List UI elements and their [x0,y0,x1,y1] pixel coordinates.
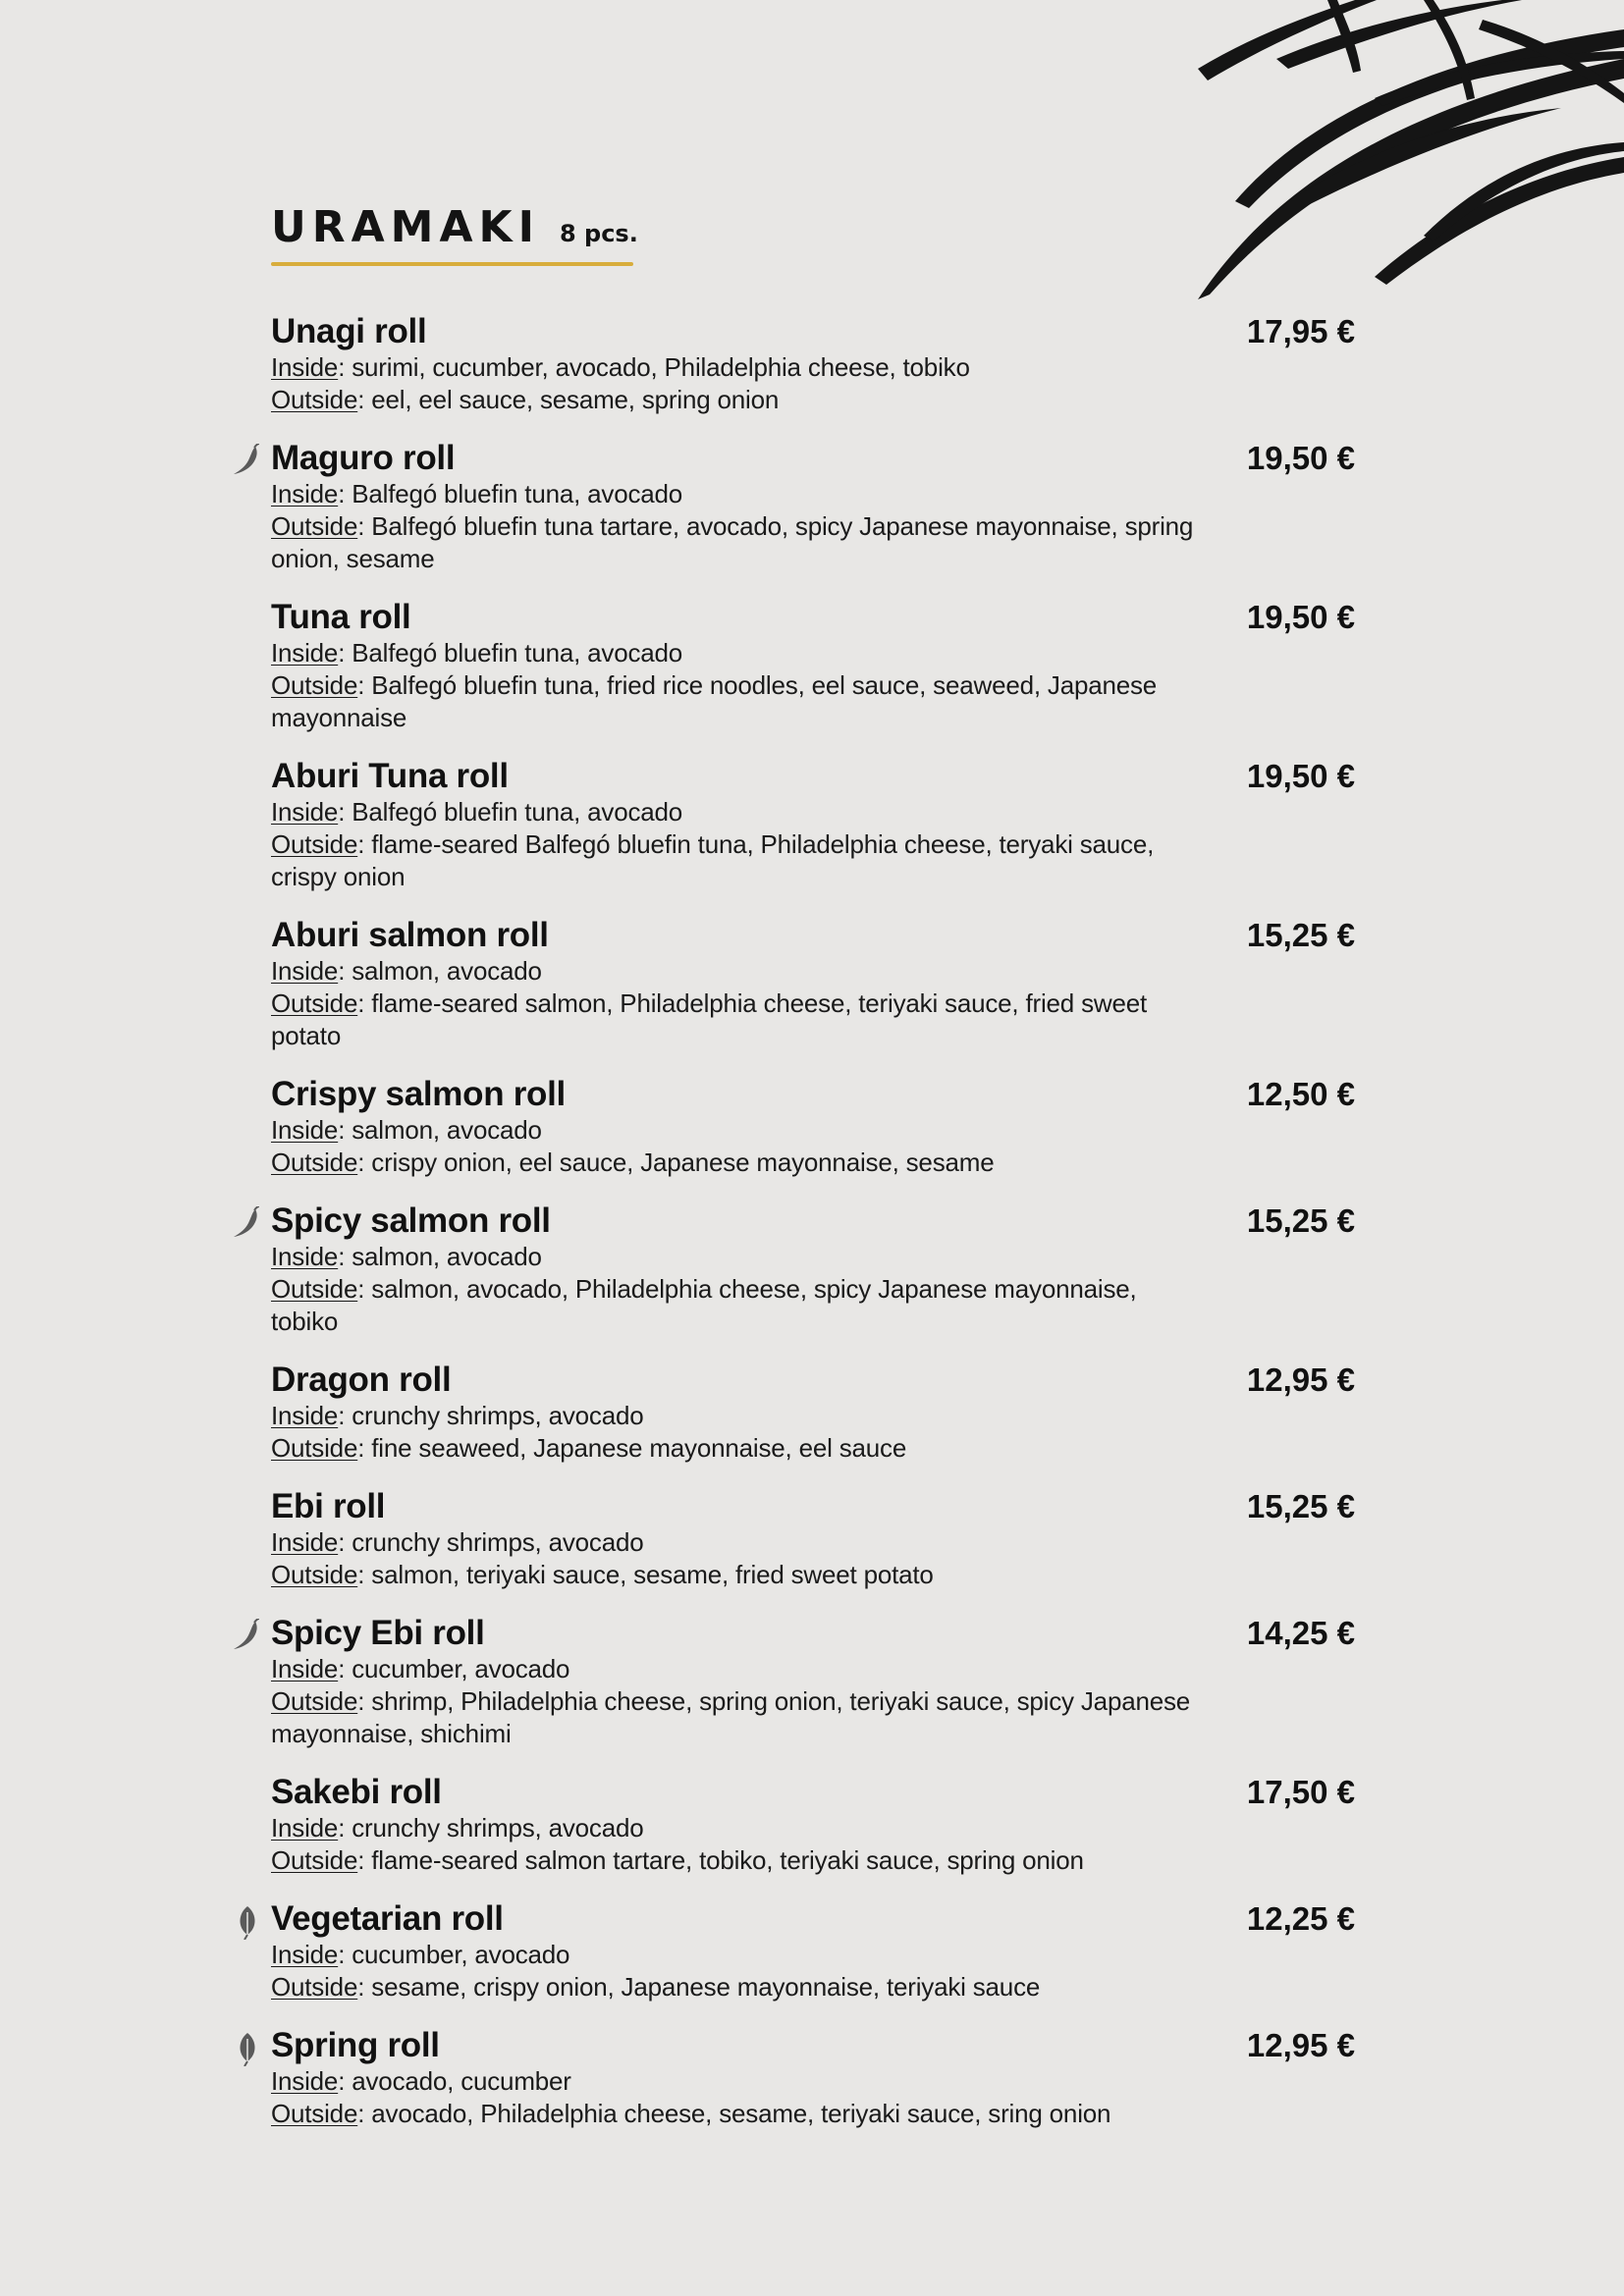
label-separator: : [338,797,352,827]
outside-ingredients: crispy onion, eel sauce, Japanese mayonnaise, sesame [371,1148,995,1177]
outside-ingredients: fine seaweed, Japanese mayonnaise, eel sauce [371,1433,907,1463]
item-inside [271,1653,1194,1685]
label-separator: : [338,1940,352,1969]
label-separator: : [357,1972,372,2002]
item-name: Vegetarian roll [271,1899,504,1938]
item-price: 12,25 € [1246,1900,1355,1937]
inside-label: Inside [271,956,339,986]
outside-ingredients: flame-seared salmon, Philadelphia cheese, teriyaki sauce, fried sweet potato [271,988,1148,1050]
inside-ingredients: cucumber, avocado [352,1654,570,1683]
label-separator: : [338,1242,352,1271]
item-inside [271,1400,1194,1432]
pieces-count: 8 pcs. [559,220,638,247]
item-price: 12,95 € [1246,2027,1355,2063]
inside-ingredients: surimi, cucumber, avocado, Philadelphia cheese, tobiko [352,352,970,382]
menu-item [271,1773,1355,1877]
outside-ingredients: salmon, teriyaki sauce, sesame, fried sweet potato [371,1560,934,1589]
item-price: 17,95 € [1246,313,1355,349]
inside-ingredients: salmon, avocado [352,1115,542,1145]
inside-ingredients: salmon, avocado [352,1242,542,1271]
outside-label: Outside [271,1686,358,1716]
item-outside [271,1971,1194,2003]
label-separator: : [338,479,352,508]
label-separator: : [338,638,352,667]
item-name: Crispy salmon roll [271,1075,566,1113]
inside-label: Inside [271,1527,339,1557]
outside-ingredients: sesame, crispy onion, Japanese mayonnaise, teriyaki sauce [371,1972,1041,2002]
menu-item [271,1201,1355,1338]
item-name: Aburi Tuna roll [271,757,509,795]
item-name: Spicy salmon roll [271,1201,551,1240]
item-inside [271,1114,1194,1147]
label-separator: : [338,1115,352,1145]
inside-label: Inside [271,2066,339,2096]
item-outside [271,988,1194,1052]
item-outside [271,1685,1194,1750]
inside-ingredients: crunchy shrimps, avocado [352,1813,644,1842]
outside-label: Outside [271,2099,358,2128]
item-name: Dragon roll [271,1361,452,1399]
outside-ingredients: salmon, avocado, Philadelphia cheese, spicy Japanese mayonnaise, tobiko [271,1274,1137,1336]
title-underline [271,262,633,266]
outside-ingredients: Balfegó bluefin tuna, fried rice noodles, eel sauce, seaweed, Japanese mayonnaise [271,670,1158,732]
leaf-icon [232,2031,261,2066]
item-outside [271,510,1194,575]
outside-label: Outside [271,670,358,700]
inside-ingredients: avocado, cucumber [352,2066,571,2096]
label-separator: : [357,511,372,541]
label-separator: : [338,1401,352,1430]
label-separator: : [357,1274,372,1304]
chili-icon [232,1206,261,1242]
item-price: 12,50 € [1246,1076,1355,1112]
section-header [271,202,638,266]
leaf-icon [232,1904,261,1940]
item-outside [271,384,1194,416]
item-inside [271,637,1194,669]
inside-label: Inside [271,797,339,827]
menu-list [271,312,1355,2153]
menu-item [271,1361,1355,1465]
label-separator: : [338,1654,352,1683]
item-name: Sakebi roll [271,1773,442,1811]
inside-ingredients: crunchy shrimps, avocado [352,1401,644,1430]
inside-ingredients: Balfegó bluefin tuna, avocado [352,638,683,667]
menu-item [271,1075,1355,1179]
item-outside [271,1273,1194,1338]
label-separator: : [338,2066,352,2096]
item-name: Spicy Ebi roll [271,1614,485,1652]
item-price: 14,25 € [1246,1615,1355,1651]
menu-item [271,439,1355,575]
label-separator: : [357,1148,372,1177]
outside-ingredients: eel, eel sauce, sesame, spring onion [371,385,780,414]
menu-item [271,2026,1355,2130]
menu-item [271,312,1355,416]
inside-ingredients: salmon, avocado [352,956,542,986]
item-name: Spring roll [271,2026,440,2064]
outside-label: Outside [271,1274,358,1304]
label-separator: : [338,956,352,986]
item-name: Aburi salmon roll [271,916,549,954]
item-name: Ebi roll [271,1487,386,1525]
inside-ingredients: crunchy shrimps, avocado [352,1527,644,1557]
label-separator: : [357,988,372,1018]
inside-label: Inside [271,1940,339,1969]
outside-label: Outside [271,511,358,541]
item-price: 12,95 € [1246,1362,1355,1398]
item-price: 19,50 € [1246,758,1355,794]
inside-ingredients: cucumber, avocado [352,1940,570,1969]
item-price: 15,25 € [1246,1202,1355,1239]
inside-label: Inside [271,479,339,508]
item-price: 17,50 € [1246,1774,1355,1810]
item-inside [271,1812,1194,1844]
menu-item [271,598,1355,734]
inside-label: Inside [271,1242,339,1271]
label-separator: : [357,385,372,414]
outside-ingredients: shrimp, Philadelphia cheese, spring onion, teriyaki sauce, spicy Japanese mayonnaise, shichimi [271,1686,1191,1748]
inside-label: Inside [271,1654,339,1683]
label-separator: : [357,1845,372,1875]
palm-leaf-brush-icon [1129,0,1624,314]
menu-item [271,1487,1355,1591]
item-inside [271,955,1194,988]
menu-item [271,1899,1355,2003]
item-price: 19,50 € [1246,440,1355,476]
inside-label: Inside [271,638,339,667]
item-outside [271,1147,1194,1179]
inside-ingredients: Balfegó bluefin tuna, avocado [352,797,683,827]
outside-label: Outside [271,988,358,1018]
label-separator: : [357,1433,372,1463]
item-price: 19,50 € [1246,599,1355,635]
item-outside [271,1844,1194,1877]
chili-icon [232,1619,261,1654]
label-separator: : [338,1813,352,1842]
menu-item [271,916,1355,1052]
item-price: 15,25 € [1246,1488,1355,1524]
item-name: Unagi roll [271,312,427,350]
item-inside [271,1526,1194,1559]
menu-item [271,757,1355,893]
item-outside [271,1559,1194,1591]
item-inside [271,2065,1194,2098]
outside-label: Outside [271,829,358,859]
item-inside [271,1241,1194,1273]
label-separator: : [357,670,372,700]
outside-label: Outside [271,1148,358,1177]
outside-ingredients: avocado, Philadelphia cheese, sesame, teriyaki sauce, sring onion [371,2099,1111,2128]
outside-ingredients: flame-seared Balfegó bluefin tuna, Philadelphia cheese, teryaki sauce, crispy onion [271,829,1155,891]
item-outside [271,828,1194,893]
item-inside [271,351,1194,384]
section-title: URAMAKI [271,202,540,252]
outside-label: Outside [271,385,358,414]
label-separator: : [357,829,372,859]
menu-item [271,1614,1355,1750]
label-separator: : [338,352,352,382]
inside-label: Inside [271,352,339,382]
item-outside [271,1432,1194,1465]
inside-label: Inside [271,1401,339,1430]
item-outside [271,669,1194,734]
item-inside [271,796,1194,828]
label-separator: : [357,2099,372,2128]
item-outside [271,2098,1194,2130]
inside-ingredients: Balfegó bluefin tuna, avocado [352,479,683,508]
item-inside [271,478,1194,510]
outside-label: Outside [271,1972,358,2002]
item-name: Tuna roll [271,598,411,636]
outside-label: Outside [271,1845,358,1875]
label-separator: : [357,1686,372,1716]
item-inside [271,1939,1194,1971]
chili-icon [232,444,261,479]
outside-label: Outside [271,1433,358,1463]
inside-label: Inside [271,1813,339,1842]
item-name: Maguro roll [271,439,456,477]
outside-ingredients: Balfegó bluefin tuna tartare, avocado, spicy Japanese mayonnaise, spring onion, sesame [271,511,1194,573]
outside-label: Outside [271,1560,358,1589]
label-separator: : [357,1560,372,1589]
outside-ingredients: flame-seared salmon tartare, tobiko, teriyaki sauce, spring onion [371,1845,1084,1875]
item-price: 15,25 € [1246,917,1355,953]
inside-label: Inside [271,1115,339,1145]
label-separator: : [338,1527,352,1557]
